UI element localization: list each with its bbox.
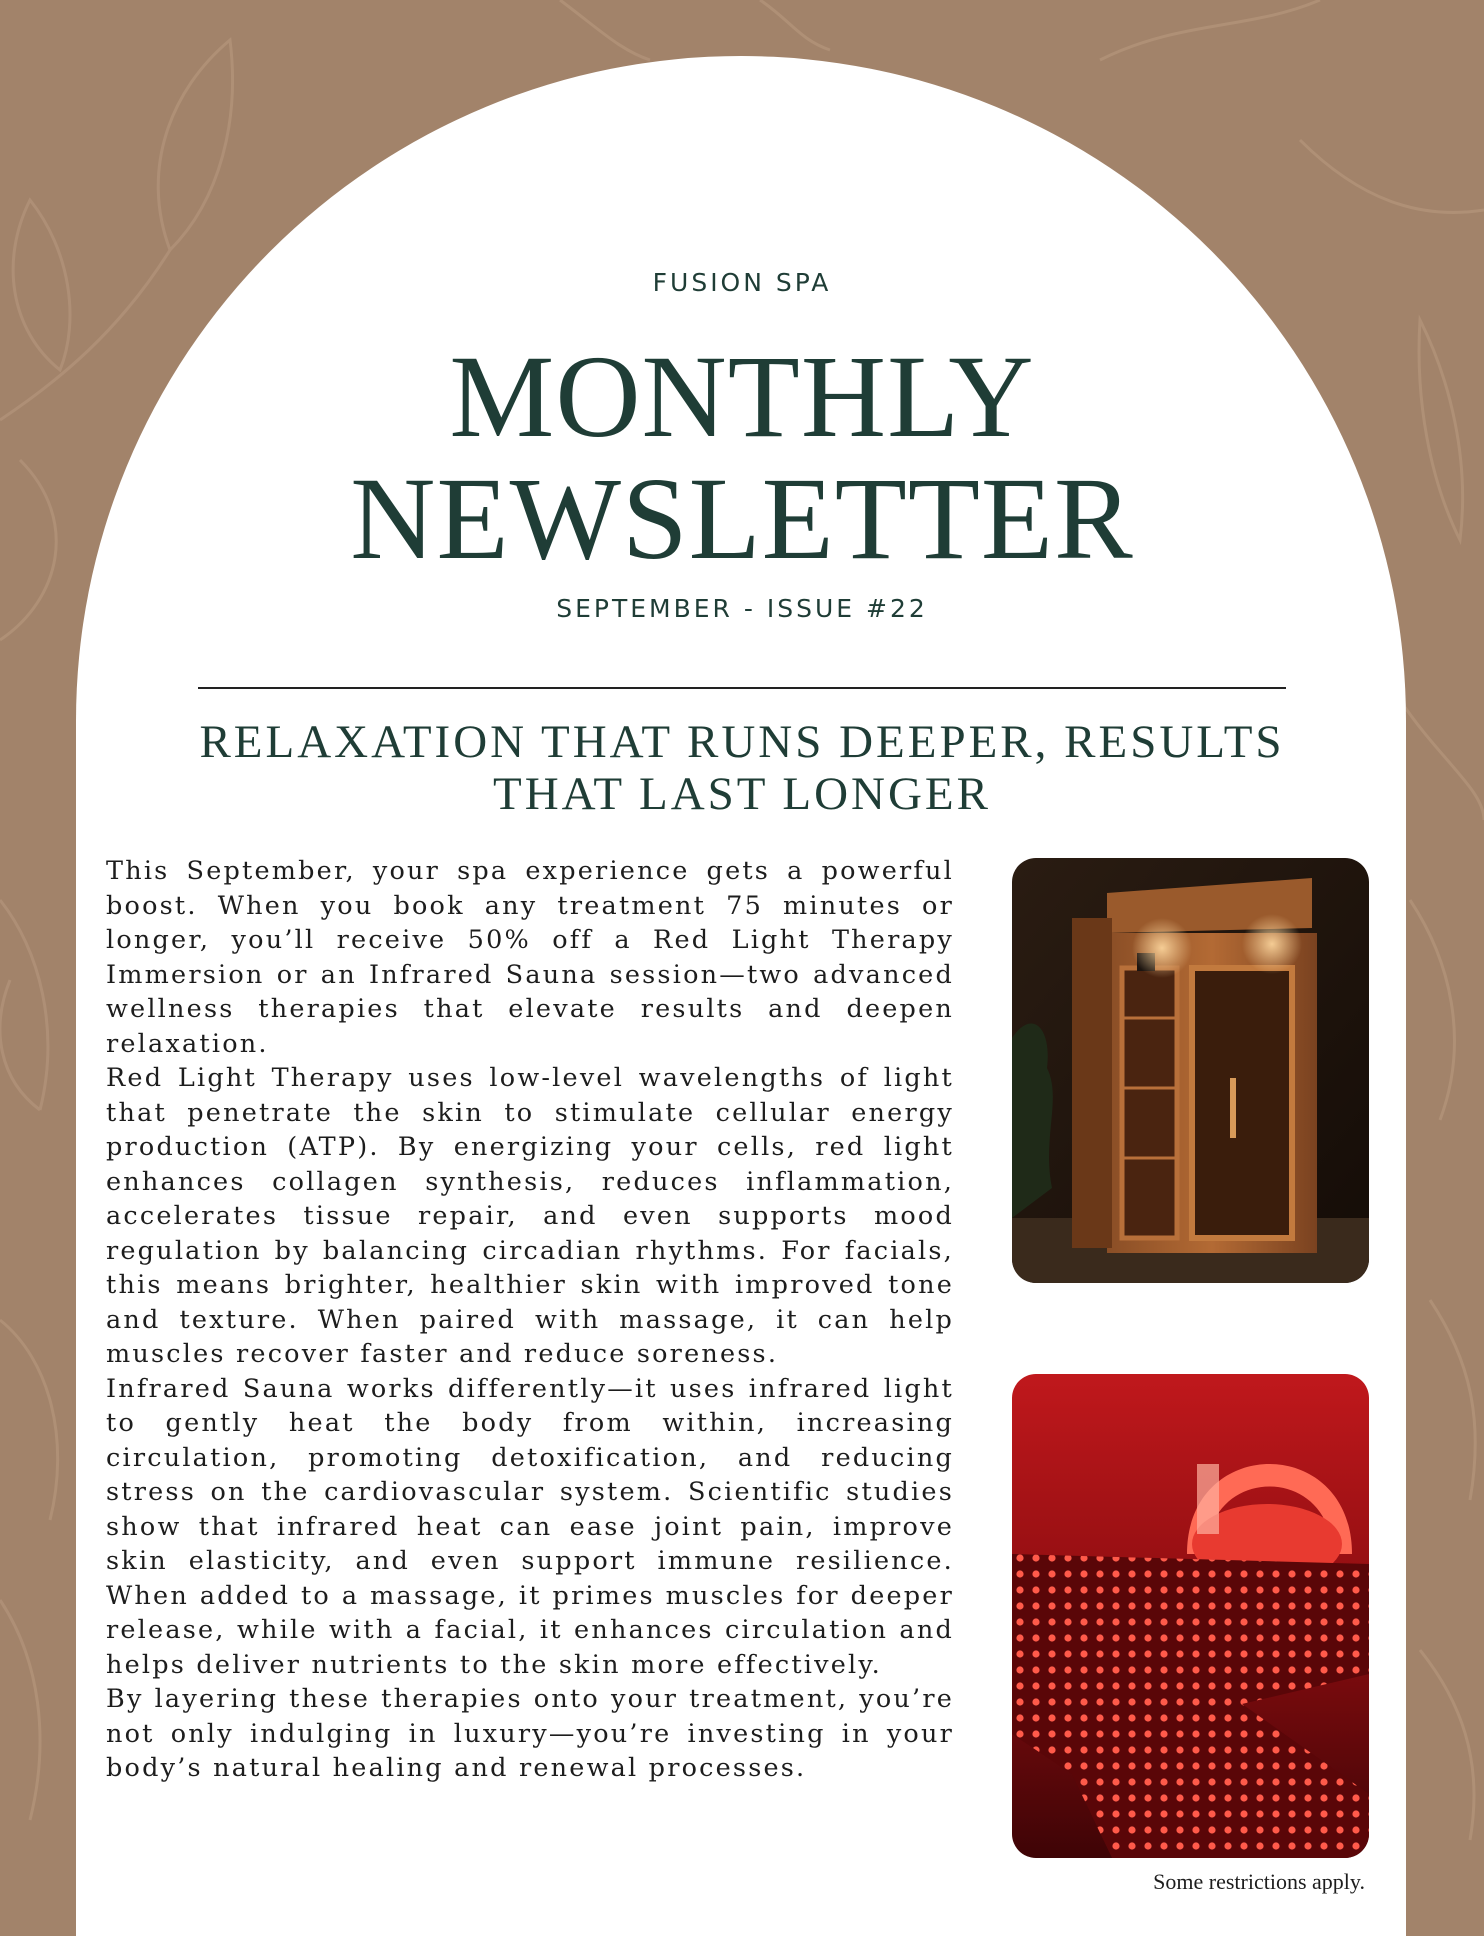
infrared-sauna-photo — [1012, 858, 1369, 1283]
footnote: Some restrictions apply. — [1153, 1869, 1365, 1894]
red-light-therapy-photo — [1012, 1374, 1369, 1858]
title-line-2: NEWSLETTER — [350, 453, 1134, 584]
title-line-1: MONTHLY — [449, 331, 1035, 462]
paragraph: By layering these therapies onto your treatment, you’re not only indulging in luxury—you’re investing in your body’s natural healing and renewal processes. — [106, 1684, 954, 1783]
article-body — [106, 854, 954, 1786]
newsletter-title — [0, 331, 1484, 584]
paragraph: Red Light Therapy uses low-level wavelengths of light that penetrate the skin to stimulate cellular energy production (ATP). By energizing your cells, red light enhances collagen synthesis, reduces inflammation, accelerates tissue repair, and even supports mood regulation by balancing circadian rhythms. For facials, this means brighter, healthier skin with improved tone and texture. When paired with massage, it can help muscles recover faster and reduce soreness. — [106, 1063, 954, 1369]
paragraph: This September, your spa experience gets a powerful boost. When you book any treatment 75 minutes or longer, you’ll receive 50% off a Red Light Therapy Immersion or an Infrared Sauna session—two advanced wellness therapies that elevate results and deepen relaxation. — [106, 856, 954, 1059]
paragraph: Infrared Sauna works differently—it uses infrared light to gently heat the body from within, increasing circulation, promoting detoxification, and reducing stress on the cardiovascular system. Scientific studies show that infrared heat can ease joint pain, improve skin elasticity, and even support immune resilience. When added to a massage, it primes muscles for deeper release, while with a facial, it enhances circulation and helps deliver nutrients to the skin more effectively. — [106, 1373, 954, 1680]
issue-label: SEPTEMBER - ISSUE #22 — [556, 594, 928, 623]
article-headline: RELAXATION THAT RUNS DEEPER, RESULTS THAT LAST LONGER — [199, 716, 1285, 820]
spa-name: FUSION SPA — [652, 268, 832, 297]
divider — [198, 687, 1286, 689]
